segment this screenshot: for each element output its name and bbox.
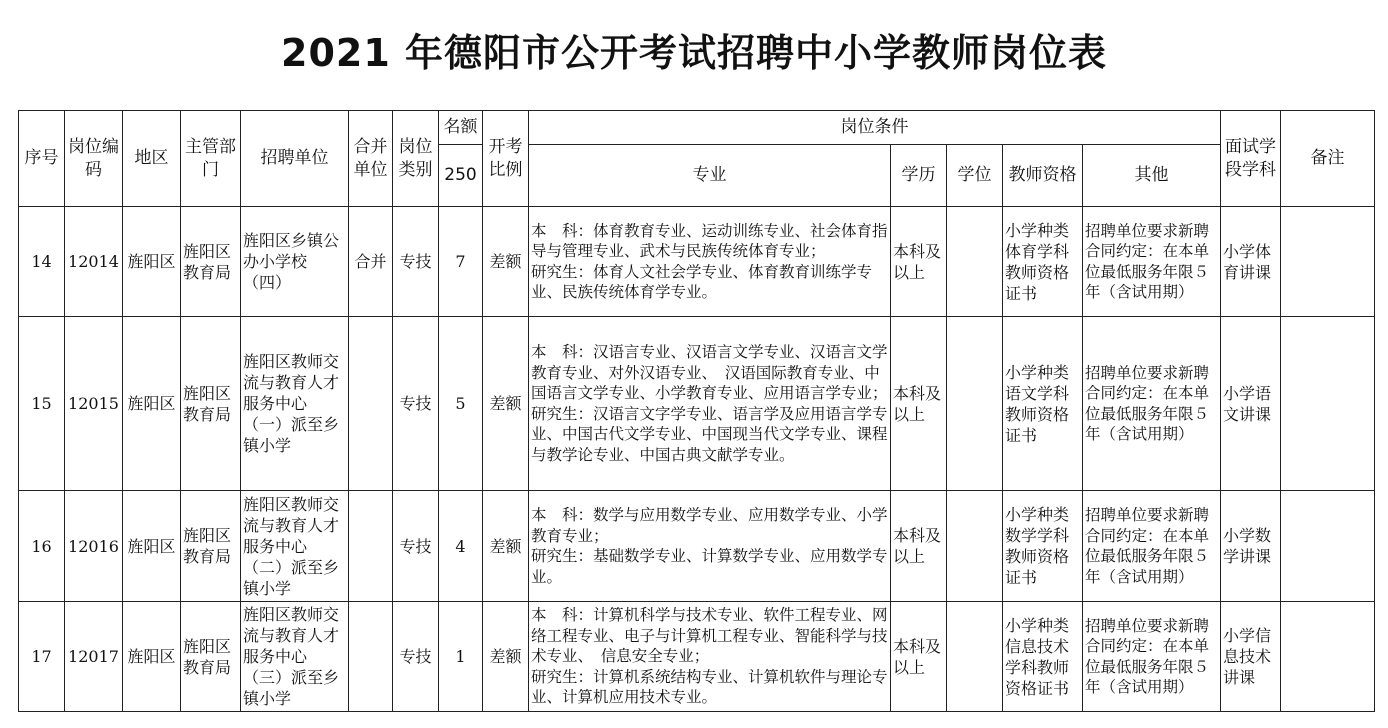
cell-notes <box>1281 491 1375 602</box>
cell-category: 专技 <box>393 207 439 317</box>
header-teacher-cert: 教师资格 <box>1003 145 1083 207</box>
header-dept: 主管部门 <box>181 111 241 207</box>
cell-major: 本 科：体育教育专业、运动训练专业、社会体育指导与管理专业、武术与民族传统体育专业； 研究生：体育人文社会学专业、体育教育训练学专业、民族传统体育学专业。 <box>529 207 891 317</box>
cell-region: 旌阳区 <box>123 491 181 602</box>
cell-region: 旌阳区 <box>123 602 181 712</box>
cell-interview: 小学数学讲课 <box>1221 491 1281 602</box>
header-education: 学历 <box>891 145 947 207</box>
cell-interview: 小学语文讲课 <box>1221 317 1281 491</box>
cell-major: 本 科：汉语言专业、汉语言文学专业、汉语言文学教育专业、对外汉语专业、 汉语国际教育专业、中国语言文学专业、小学教育专业、应用语言学专业； 研究生：汉语言文字学专业、语言学及应用语言学专业、中国古代文学专业、中国现当代文学专业、课程与教学论专业、中国古典文献学专业。 <box>529 317 891 491</box>
cell-notes <box>1281 207 1375 317</box>
cell-major: 本 科：计算机科学与技术专业、软件工程专业、网络工程专业、电子与计算机工程专业、智能科学与技术专业、 信息安全专业； 研究生：计算机系统结构专业、计算机软件与理论专业、计算机应用技术专业。 <box>529 602 891 712</box>
cell-merge: 合并 <box>349 207 393 317</box>
cell-unit: 旌阳区乡镇公办小学校（四） <box>241 207 349 317</box>
cell-teacher-cert: 小学种类数学学科教师资格证书 <box>1003 491 1083 602</box>
cell-dept: 旌阳区教育局 <box>181 207 241 317</box>
cell-education: 本科及以上 <box>891 317 947 491</box>
cell-seq: 15 <box>19 317 65 491</box>
cell-education: 本科及以上 <box>891 207 947 317</box>
cell-education: 本科及以上 <box>891 491 947 602</box>
cell-notes <box>1281 602 1375 712</box>
cell-code: 12016 <box>65 491 123 602</box>
cell-region: 旌阳区 <box>123 317 181 491</box>
cell-code: 12014 <box>65 207 123 317</box>
cell-dept: 旌阳区教育局 <box>181 602 241 712</box>
cell-ratio: 差额 <box>483 317 529 491</box>
cell-merge <box>349 491 393 602</box>
cell-other: 招聘单位要求新聘合同约定：在本单位最低服务年限５年（含试用期） <box>1083 491 1221 602</box>
cell-unit: 旌阳区教师交流与教育人才服务中心（二）派至乡镇小学 <box>241 491 349 602</box>
header-merge: 合并单位 <box>349 111 393 207</box>
header-ratio: 开考比例 <box>483 111 529 207</box>
cell-teacher-cert: 小学种类体育学科教师资格证书 <box>1003 207 1083 317</box>
cell-quota: 5 <box>439 317 483 491</box>
positions-table <box>18 110 1375 712</box>
header-category: 岗位类别 <box>393 111 439 207</box>
cell-category: 专技 <box>393 602 439 712</box>
header-quota: 名额 <box>439 111 483 145</box>
header-degree: 学位 <box>947 145 1003 207</box>
cell-interview: 小学体育讲课 <box>1221 207 1281 317</box>
cell-major: 本 科：数学与应用数学专业、应用数学专业、小学教育专业； 研究生：基础数学专业、计算数学专业、应用数学专业。 <box>529 491 891 602</box>
cell-quota: 1 <box>439 602 483 712</box>
cell-other: 招聘单位要求新聘合同约定：在本单位最低服务年限５年（含试用期） <box>1083 207 1221 317</box>
cell-ratio: 差额 <box>483 602 529 712</box>
cell-category: 专技 <box>393 317 439 491</box>
cell-teacher-cert: 小学种类信息技术学科教师资格证书 <box>1003 602 1083 712</box>
page-title: 2021 年德阳市公开考试招聘中小学教师岗位表 <box>281 31 1107 75</box>
cell-category: 专技 <box>393 491 439 602</box>
header-other: 其他 <box>1083 145 1221 207</box>
cell-code: 12017 <box>65 602 123 712</box>
cell-unit: 旌阳区教师交流与教育人才服务中心（三）派至乡镇小学 <box>241 602 349 712</box>
header-region: 地区 <box>123 111 181 207</box>
cell-seq: 16 <box>19 491 65 602</box>
cell-code: 12015 <box>65 317 123 491</box>
cell-unit: 旌阳区教师交流与教育人才服务中心（一）派至乡镇小学 <box>241 317 349 491</box>
cell-notes <box>1281 317 1375 491</box>
table-row <box>19 491 1375 602</box>
cell-teacher-cert: 小学种类语文学科教师资格证书 <box>1003 317 1083 491</box>
cell-other: 招聘单位要求新聘合同约定：在本单位最低服务年限５年（含试用期） <box>1083 602 1221 712</box>
header-major: 专业 <box>529 145 891 207</box>
table-row <box>19 317 1375 491</box>
cell-other: 招聘单位要求新聘合同约定：在本单位最低服务年限５年（含试用期） <box>1083 317 1221 491</box>
cell-merge <box>349 602 393 712</box>
header-quota-total: 250 <box>439 145 483 207</box>
header-unit: 招聘单位 <box>241 111 349 207</box>
cell-interview: 小学信息技术讲课 <box>1221 602 1281 712</box>
header-code: 岗位编码 <box>65 111 123 207</box>
cell-degree <box>947 207 1003 317</box>
cell-seq: 17 <box>19 602 65 712</box>
cell-dept: 旌阳区教育局 <box>181 491 241 602</box>
header-seq: 序号 <box>19 111 65 207</box>
header-conditions: 岗位条件 <box>529 111 1221 145</box>
table-row <box>19 602 1375 712</box>
cell-degree <box>947 317 1003 491</box>
cell-ratio: 差额 <box>483 207 529 317</box>
cell-merge <box>349 317 393 491</box>
table-row <box>19 207 1375 317</box>
cell-degree <box>947 491 1003 602</box>
cell-region: 旌阳区 <box>123 207 181 317</box>
cell-ratio: 差额 <box>483 491 529 602</box>
cell-quota: 7 <box>439 207 483 317</box>
cell-degree <box>947 602 1003 712</box>
cell-dept: 旌阳区教育局 <box>181 317 241 491</box>
cell-education: 本科及以上 <box>891 602 947 712</box>
header-interview: 面试学段学科 <box>1221 111 1281 207</box>
header-notes: 备注 <box>1281 111 1375 207</box>
cell-seq: 14 <box>19 207 65 317</box>
cell-quota: 4 <box>439 491 483 602</box>
